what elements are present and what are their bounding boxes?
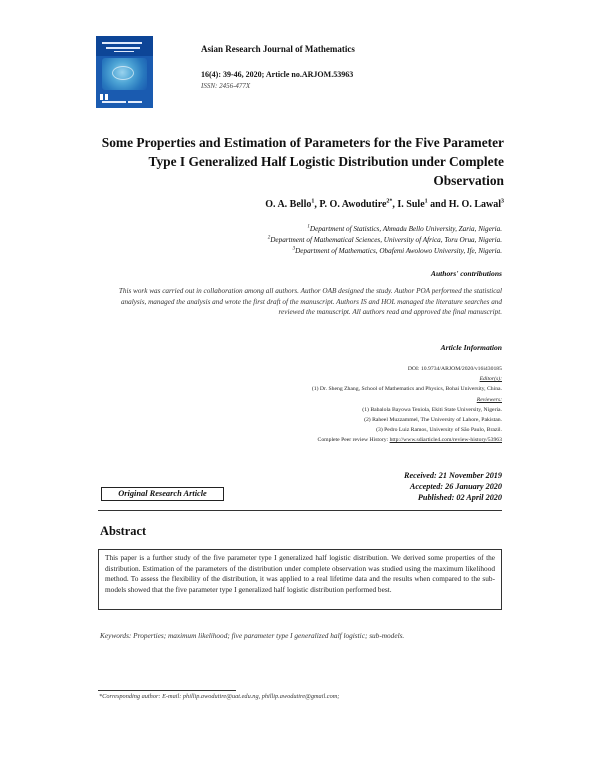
affiliation-line [96, 246, 502, 257]
affiliation-mark: 2 [267, 235, 271, 241]
article-info [96, 364, 502, 446]
abstract-text: This paper is a further study of the five parameter type I generalized half logistic distribution. We derived some properties of the distribution. Estimation of the parameters of the distribution under complete observation was studied using the maximum likelihood method. To assess the flexibility of the distribution, it was applied to a real lifetime data and the results when compared to the sub-models showed that the five parameter type I generalized half logistic distribution performed best. [98, 549, 502, 610]
abstract-heading: Abstract [100, 524, 147, 538]
cover-footer-mark [100, 94, 103, 100]
author-affiliation-mark: 2* [386, 198, 393, 205]
affiliation-text: Department of Mathematics, Obafemi Awolowo University, Ife, Nigeria. [295, 247, 502, 255]
cover-title-line [106, 47, 140, 49]
journal-name: Asian Research Journal of Mathematics [201, 44, 355, 54]
accepted-date: Accepted: 26 January 2020 [409, 482, 502, 491]
reviewer-line: (1) Babalola Bayowa Teniola, Ekiti State University, Nigeria. [362, 406, 502, 413]
editor-label: Editor(s): [479, 376, 502, 383]
cover-footer [100, 94, 146, 104]
cover-footer-line [128, 101, 142, 103]
review-history-label: Complete Peer review History: [317, 437, 390, 444]
author-affiliation-mark: 3 [501, 198, 504, 205]
affiliation-text: Department of Statistics, Ahmadu Bello University, Zaria, Nigeria. [309, 225, 502, 233]
published-date: Published: 02 April 2020 [417, 493, 502, 502]
affiliation-mark: 1 [307, 224, 310, 230]
affiliation-line [96, 235, 502, 246]
affiliation-mark: 3 [292, 246, 296, 252]
issn-line: ISSN: 2456-477X [201, 82, 251, 90]
author-name: P. O. Awodutire [319, 199, 387, 210]
keywords-label: Keywords: [100, 631, 132, 640]
reviewer-line: (3) Pedro Luiz Ramos, University of São Paulo, Brazil. [376, 427, 502, 434]
keywords-text: Properties; maximum likelihood; five parameter type I generalized half logistic; sub-models. [131, 631, 405, 640]
reviewer-line: (2) Raheel Muzzammel, The University of Lahore, Pakistan. [364, 417, 502, 424]
paper-title: Some Properties and Estimation of Parameters for the Five Parameter Type I Generalized Half Logistic Distribution under Complete Observation [101, 135, 504, 188]
author-separator: , [392, 199, 398, 210]
affiliation-line [96, 224, 502, 235]
section-divider [98, 510, 502, 511]
footnote-divider [98, 690, 236, 691]
cover-title-band [96, 36, 153, 56]
doi-line: DOI: 10.9734/ARJOM/2020/v16i430185 [407, 366, 502, 372]
affiliation-text: Department of Mathematical Sciences, University of Africa, Toru Orua, Nigeria. [270, 236, 502, 244]
received-date: Received: 21 November 2019 [404, 471, 502, 480]
author-name: O. A. Bello [265, 199, 312, 210]
contributions-heading: Authors' contributions [430, 269, 502, 278]
review-history-link[interactable]: http://www.sdiarticle4.com/review-history/53963 [389, 437, 502, 444]
affiliations [96, 224, 502, 257]
reviewers-label: Reviewers: [476, 396, 502, 403]
cover-artwork-ring [112, 66, 134, 80]
citation-line: 16(4): 39-46, 2020; Article no.ARJOM.53963 [201, 70, 354, 79]
author-separator: and [427, 199, 449, 210]
author-name: I. Sule [397, 199, 425, 210]
cover-footer-mark [105, 94, 108, 100]
cover-title-line [114, 51, 134, 52]
author-list [96, 199, 504, 210]
editor-line: (1) Dr. Sheng Zhang, School of Mathematics and Physics, Bohai University, China. [311, 386, 502, 393]
author-name: H. O. Lawal [448, 199, 501, 210]
corresponding-author-footnote: *Corresponding author: E-mail: phillip.awodutire@uat.edu.ng, phillip.awodutire@gmail.com; [99, 693, 340, 700]
article-info-heading: Article Information [440, 343, 502, 352]
journal-cover-logo [96, 36, 153, 108]
cover-footer-line [102, 101, 126, 103]
author-separator: , [314, 199, 320, 210]
article-type-badge: Original Research Article [101, 487, 224, 501]
keywords [100, 631, 502, 642]
contributions-text: This work was carried out in collaboration among all authors. Author OAB designed the study. Author POA performed the statistical analysis, managed the analysis and wrote the first draft of the manuscript. Authors IS and HOL managed the literature searches and reviewed the manuscript. All authors read and approved the final manuscript. [118, 287, 502, 317]
cover-title-line [102, 42, 142, 44]
author-affiliation-mark: 1 [311, 198, 315, 205]
review-history-line [96, 435, 502, 445]
author-affiliation-mark: 1 [424, 198, 428, 205]
